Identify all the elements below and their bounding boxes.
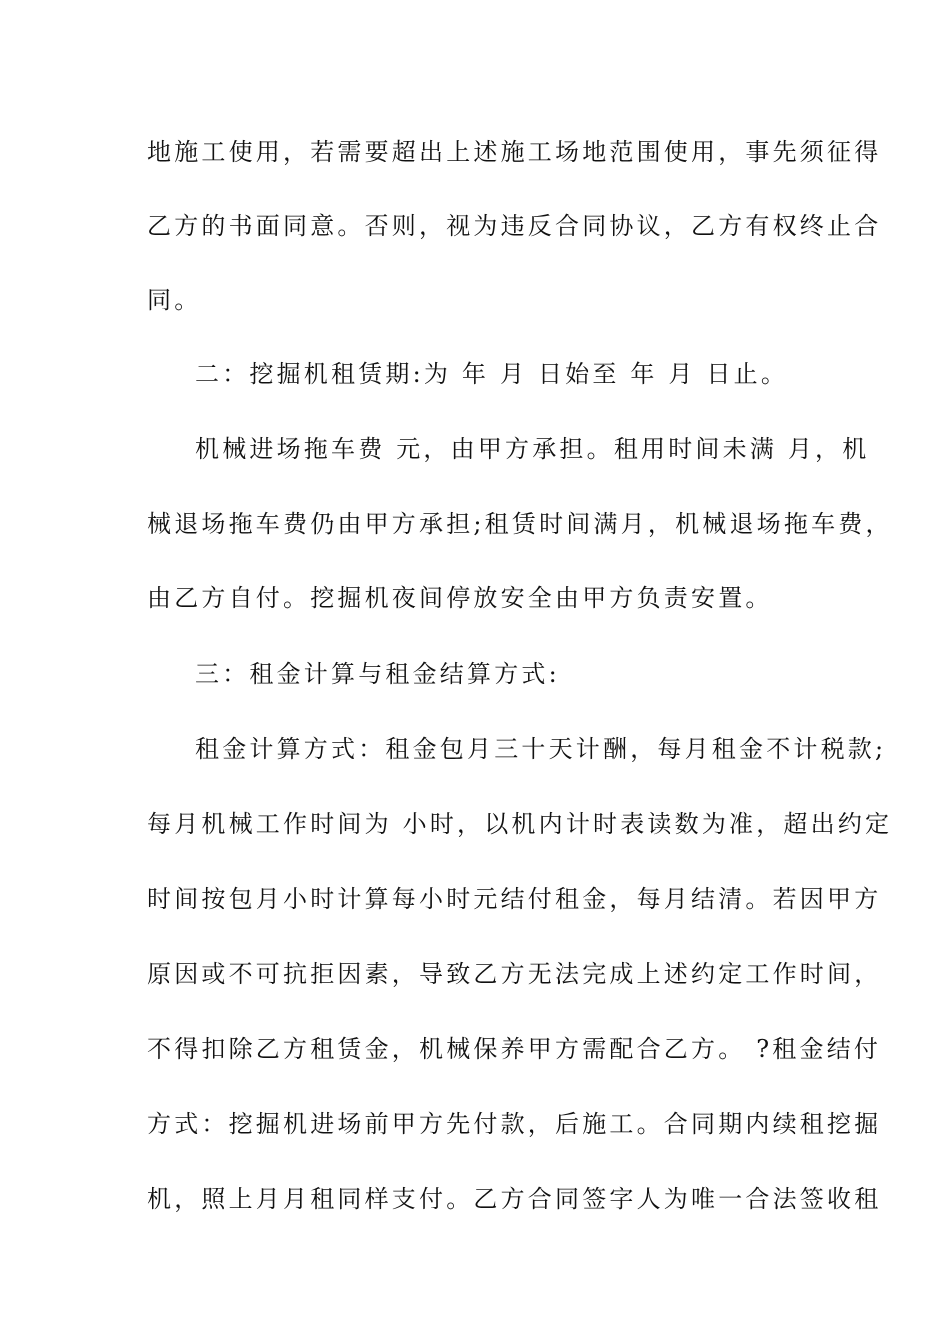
section-heading: 三：租金计算与租金结算方式: [195,660,560,688]
text-line: 每月机械工作时间为 小时，以机内计时表读数为准，超出约定 [147,810,893,838]
text-line: 地施工使用，若需要超出上述施工场地范围使用，事先须征得 [147,138,882,166]
text-line: 租金计算方式：租金包月三十天计酬，每月租金不计税款; [195,735,887,763]
section-heading: 二：挖掘机租赁期:为 年 月 日始至 年 月 日止。 [195,360,789,388]
text-line: 械退场拖车费仍由甲方承担;租赁时间满月，机械退场拖车费， [147,510,893,538]
text-line: 机，照上月月租同样支付。乙方合同签字人为唯一合法签收租 [147,1185,882,1213]
text-line: 方式：挖掘机进场前甲方先付款，后施工。合同期内续租挖掘 [147,1110,882,1138]
text-line: 由乙方自付。挖掘机夜间停放安全由甲方负责安置。 [147,584,773,612]
text-line: 机械进场拖车费 元，由甲方承担。租用时间未满 月，机 [195,435,870,463]
text-line: 时间按包月小时计算每小时元结付租金，每月结清。若因甲方 [147,885,882,913]
text-line: 乙方的书面同意。否则，视为违反合同协议，乙方有权终止合 [147,212,882,240]
text-line: 不得扣除乙方租赁金，机械保养甲方需配合乙方。 ?租金结付 [147,1035,882,1063]
text-line: 同。 [147,286,202,314]
text-line: 原因或不可抗拒因素，导致乙方无法完成上述约定工作时间， [147,960,882,988]
